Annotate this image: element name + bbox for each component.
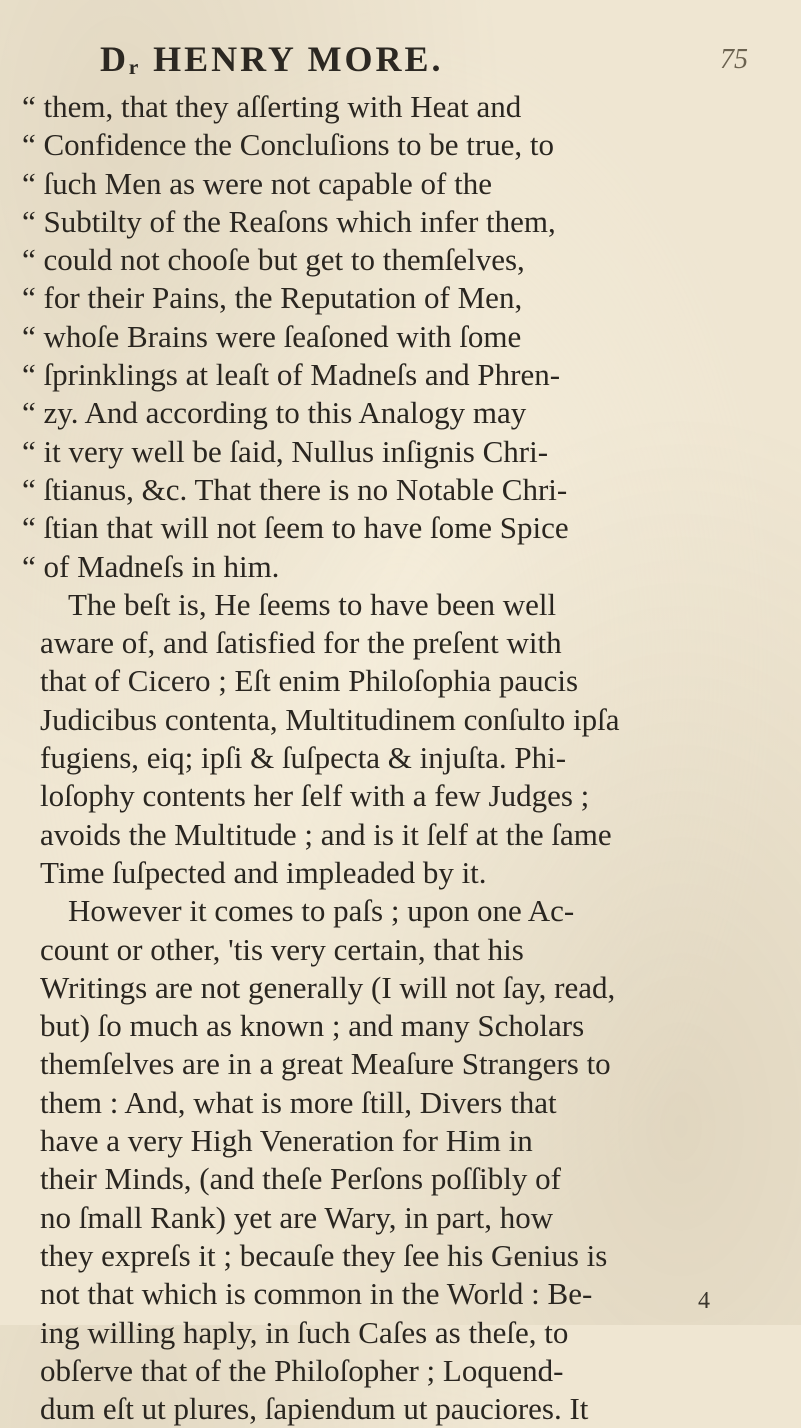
text-line: Judicibus contenta, Multitudinem conſulto ipſa	[40, 701, 620, 737]
text-line: “ ſuch Men as were not capable of the	[22, 165, 492, 201]
text-line: aware of, and ſatisfied for the preſent with	[40, 625, 562, 661]
text-line: “ Confidence the Concluſions to be true, to	[22, 127, 555, 163]
text-line: “ ſtianus, &c. That there is no Notable Chri-	[22, 471, 568, 507]
text-line: fugiens, eiq; ipſi & ſuſpecta & injuſta. Phi-	[40, 740, 567, 776]
text-line: loſophy contents her ſelf with a few Judges ;	[40, 778, 590, 814]
text-line: themſelves are in a great Meaſure Strangers to	[40, 1046, 611, 1082]
text-line: “ ſtian that will not ſeem to have ſome Spice	[22, 510, 569, 546]
text-line: “ for their Pains, the Reputation of Men,	[22, 280, 523, 316]
text-line: not that which is common in the World : Be-	[40, 1276, 593, 1312]
text-line: “ Subtilty of the Reaſons which infer them,	[22, 203, 556, 239]
text-line: However it comes to paſs ; upon one Ac-	[68, 893, 575, 929]
text-line: them : And, what is more ſtill, Divers that	[40, 1084, 557, 1120]
text-line: avoids the Multitude ; and is it ſelf at the ſame	[40, 816, 612, 852]
text-line: have a very High Veneration for Him in	[40, 1123, 533, 1159]
text-line: count or other, 'tis very certain, that his	[40, 931, 524, 967]
text-line: that of Cicero ; Eſt enim Philoſophia paucis	[40, 663, 579, 699]
page-number: 75	[720, 44, 748, 75]
text-line: dum eſt ut plures, ſapiendum ut pauciores. It	[40, 1391, 589, 1427]
text-line: “ it very well be ſaid, Nullus inſignis Chri-	[22, 433, 549, 469]
text-line: ing willing haply, in ſuch Caſes as theſe, to	[40, 1314, 569, 1350]
text-line: “ ſprinklings at leaſt of Madneſs and Phren-	[22, 357, 561, 393]
text-line: “ could not chooſe but get to themſelves,	[22, 242, 525, 278]
text-line: no ſmall Rank) yet are Wary, in part, how	[40, 1199, 554, 1235]
catchword: 4	[698, 1288, 710, 1314]
text-line: they expreſs it ; becauſe they ſee his Genius is	[40, 1237, 608, 1273]
text-line: but) ſo much as known ; and many Scholars	[40, 1008, 585, 1044]
text-line: Time ſuſpected and impleaded by it.	[40, 854, 487, 890]
text-line: “ them, that they aſſerting with Heat and	[22, 89, 522, 124]
text-line: Writings are not generally (I will not ſay, read,	[40, 969, 616, 1005]
text-line: “ whoſe Brains were ſeaſoned with ſome	[22, 318, 522, 354]
text-line: their Minds, (and theſe Perſons poſſibly of	[40, 1161, 561, 1197]
text-line: obſerve that of the Philoſopher ; Loquend-	[40, 1352, 564, 1388]
running-head: Dᵣ HENRY MORE.	[100, 39, 444, 79]
body-text	[22, 88, 782, 1428]
text-line: The beſt is, He ſeems to have been well	[68, 586, 557, 622]
text-line: “ of Madneſs in him.	[22, 548, 280, 584]
text-line: “ zy. And according to this Analogy may	[22, 395, 527, 431]
